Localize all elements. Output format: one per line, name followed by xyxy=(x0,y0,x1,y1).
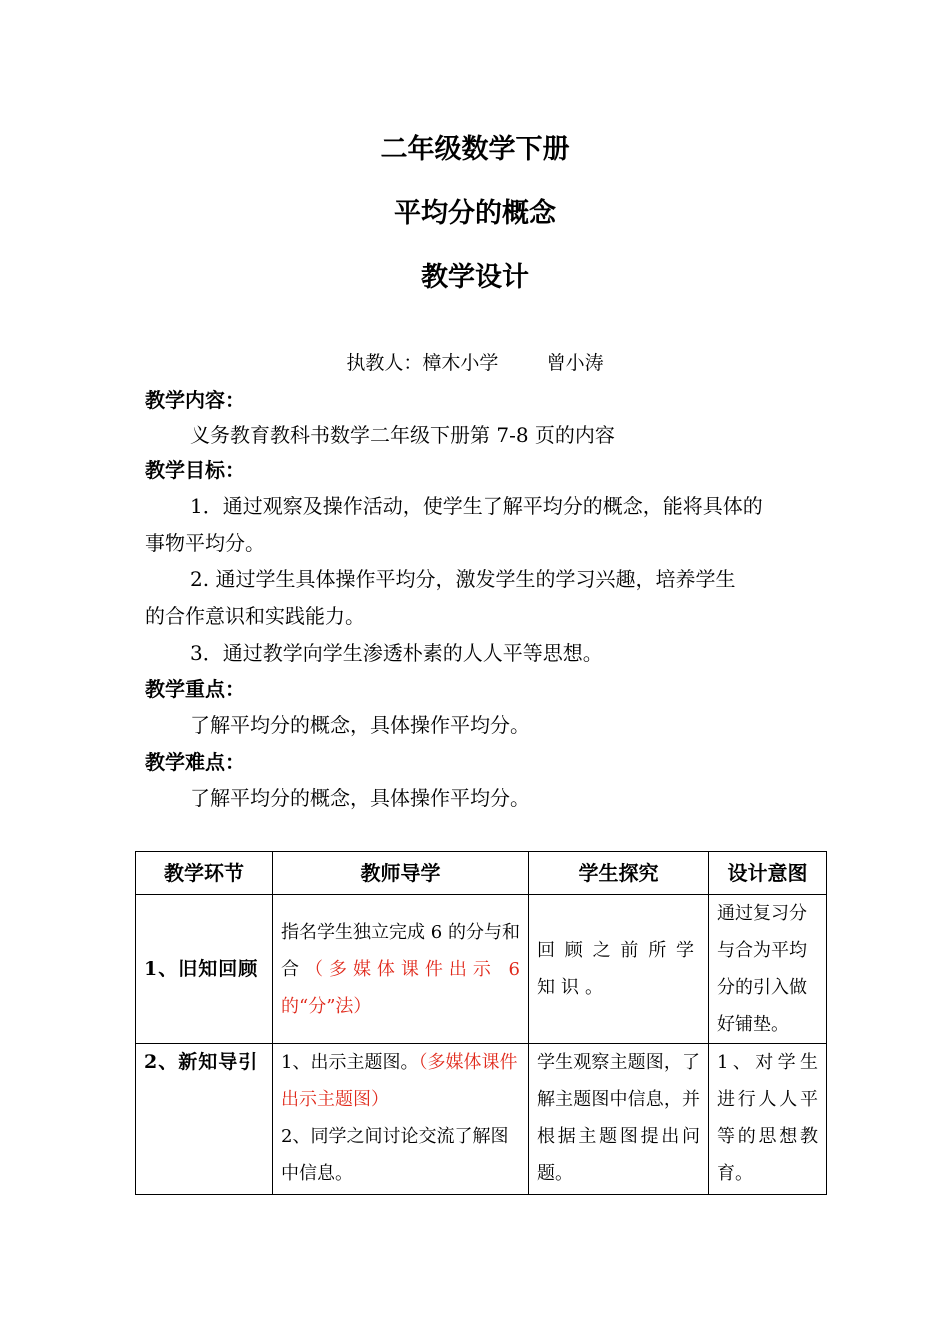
difficulties-heading: 教学难点： xyxy=(145,750,245,774)
student-cell xyxy=(529,895,709,1044)
goal-1-line-1: 1．通过观察及操作活动，使学生了解平均分的概念，能将具体的 xyxy=(190,494,763,518)
lesson-plan-table xyxy=(135,851,827,1195)
difficulties-text: 了解平均分的概念，具体操作平均分。 xyxy=(190,786,530,810)
teacher-step-1: 1、出示主题图。 xyxy=(281,1052,419,1073)
content-heading: 教学内容： xyxy=(145,388,245,412)
content-text: 义务教育教科书数学二年级下册第 7-8 页的内容 xyxy=(190,423,615,447)
student-cell xyxy=(529,1044,709,1195)
goal-2-line-1: 2. 通过学生具体操作平均分，激发学生的学习兴趣，培养学生 xyxy=(190,567,736,591)
doc-title-1: 二年级数学下册 xyxy=(380,134,570,165)
table-header-row xyxy=(136,852,827,895)
student-text: 学生观察主题图，了解主题图中信息，并根据主题图提出问题。 xyxy=(537,1052,700,1184)
goal-1-line-2: 事物平均分。 xyxy=(145,531,265,555)
header-intent: 设计意图 xyxy=(709,852,827,895)
teacher-media-note: （多媒体课件出示 6 的“分”法） xyxy=(281,958,520,1017)
table-row xyxy=(136,895,827,1044)
doc-title-2: 平均分的概念 xyxy=(394,198,556,229)
intent-text: 通过复习分与合为平均分的引入做好铺垫。 xyxy=(717,903,807,1035)
intent-text: 1、对学生进行人人平等的思想教育。 xyxy=(717,1052,818,1184)
goals-heading: 教学目标： xyxy=(145,458,245,482)
teacher-cell xyxy=(273,1044,529,1195)
teacher-text: 指名学生独立完成 6 的分与和合 xyxy=(281,921,520,980)
student-text: 回顾之前所学知识。 xyxy=(537,940,700,998)
intent-cell xyxy=(709,1044,827,1195)
goal-2-line-2: 的合作意识和实践能力。 xyxy=(145,604,365,628)
stage-cell: 2、新知导引 xyxy=(136,1044,273,1195)
header-stage: 教学环节 xyxy=(136,852,273,895)
doc-title-3: 教学设计 xyxy=(421,262,529,293)
key-points-text: 了解平均分的概念，具体操作平均分。 xyxy=(190,713,530,737)
goal-3: 3．通过教学向学生渗透朴素的人人平等思想。 xyxy=(190,641,603,665)
header-teacher: 教师导学 xyxy=(273,852,529,895)
stage-cell: 1、旧知回顾 xyxy=(136,895,273,1044)
teacher-step-2: 2、同学之间讨论交流了解图中信息。 xyxy=(281,1126,509,1184)
teacher-media-note: （多媒体课件出示主题图） xyxy=(281,1052,518,1110)
teacher-cell xyxy=(273,895,529,1044)
header-student: 学生探究 xyxy=(529,852,709,895)
key-points-heading: 教学重点： xyxy=(145,677,245,701)
table-row xyxy=(136,1044,827,1195)
intent-cell xyxy=(709,895,827,1044)
author-line: 执教人：樟木小学 曾小涛 xyxy=(346,352,604,374)
